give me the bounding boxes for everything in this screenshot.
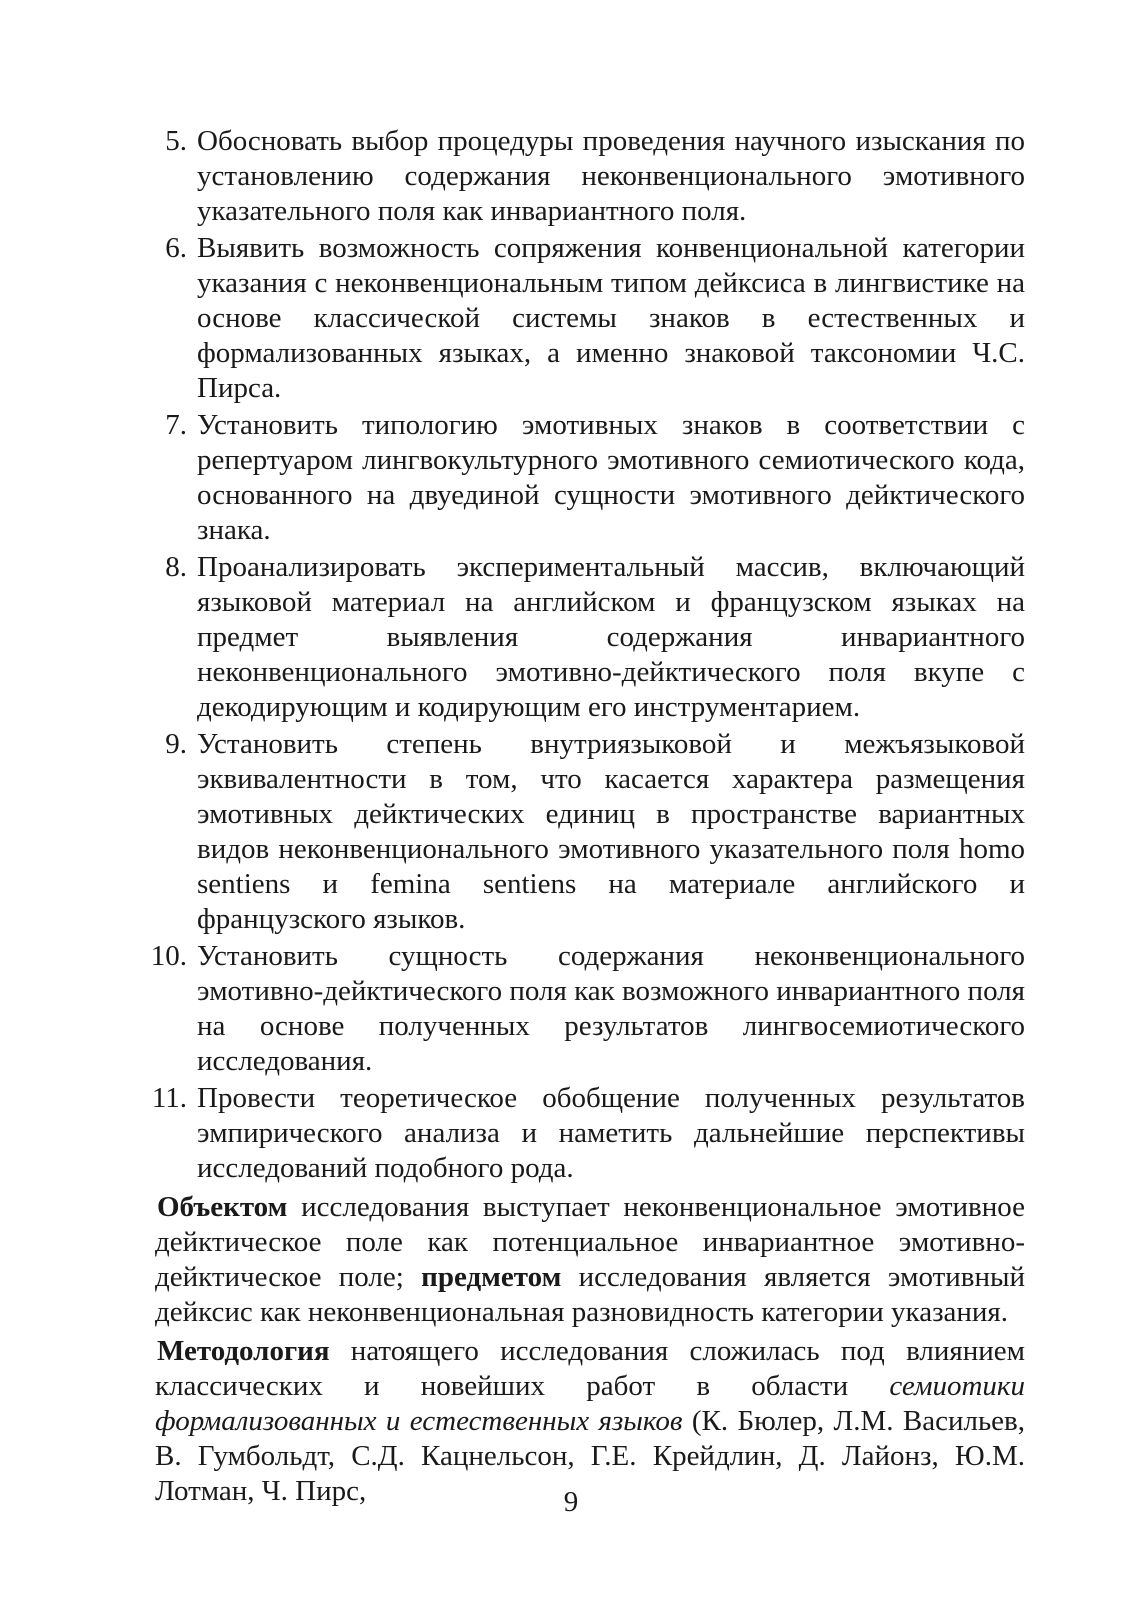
methodology-text: натоящего исследования сложилась под влиянием классических и новейших работ в области — [155, 1335, 1025, 1402]
task-item — [151, 1081, 1025, 1186]
subject-term: предметом — [421, 1261, 562, 1293]
task-number: 10. — [150, 940, 187, 972]
page-content — [150, 124, 1025, 1509]
task-text: Обосновать выбор процедуры проведения научного изыскания по установлению содержания неконвенционального эмотивного указательного поля как инвариантного поля. — [197, 125, 1025, 227]
task-item — [150, 939, 1025, 1079]
task-item — [155, 727, 1025, 937]
task-text: Установить степень внутриязыковой и межъязыковой эквивалентности в том, что касается характера размещения эмотивных дейктических единиц в пространстве вариантных видов неконвенционального эмотивного указательного поля homo sentiens и femina sentiens на материале английского и французского языков. — [197, 728, 1025, 935]
task-text: Установить сущность содержания неконвенционального эмотивно-дейктического поля как возможного инвариантного поля на основе полученных результатов лингвосемиотического исследования. — [197, 940, 1025, 1077]
task-number: 6. — [165, 232, 187, 264]
task-number: 8. — [165, 551, 187, 583]
task-item — [155, 124, 1025, 229]
methodology-paragraph — [155, 1334, 1025, 1509]
methodology-term: Методология — [157, 1335, 330, 1367]
task-number: 11. — [151, 1082, 187, 1114]
task-text: Выявить возможность сопряжения конвенциональной категории указания с неконвенциональным типом дейксиса в лингвистике на основе классической системы знаков в естественных и формализованных языках, а именно знаковой таксономии Ч.С. Пирса. — [197, 232, 1025, 404]
object-text: исследования выступает неконвенциональное эмотивное дейктическое поле как потенциальное инвариантное эмотивно-дейктическое поле; — [155, 1191, 1025, 1293]
task-text: Установить типологию эмотивных знаков в соответствии с репертуаром лингвокультурного эмотивного семиотического кода, основанного на двуединой сущности эмотивного дейктического знака. — [197, 409, 1025, 546]
task-text: Проанализировать экспериментальный массив, включающий языковой материал на английском и французском языках на предмет выявления содержания инвариантного неконвенционального эмотивно-дейктического поля вкупе с декодирующим и кодирующим его инструментарием. — [197, 551, 1025, 723]
task-number: 7. — [165, 409, 187, 441]
task-item — [155, 231, 1025, 406]
subject-text: исследования является эмотивный дейксис как неконвенциональная разновидность категории указания. — [155, 1261, 1025, 1328]
task-item — [155, 408, 1025, 548]
object-paragraph — [155, 1190, 1025, 1330]
task-number: 9. — [165, 728, 187, 760]
object-term: Объектом — [157, 1191, 288, 1223]
page-number: 9 — [563, 1486, 579, 1518]
methodology-italic: семиотики формализованных и естественных языков — [155, 1370, 1025, 1437]
task-item — [155, 550, 1025, 725]
task-number: 5. — [165, 125, 187, 157]
task-list — [150, 124, 1025, 1186]
task-text: Провести теоретическое обобщение полученных результатов эмпирического анализа и наметить дальнейшие перспективы исследований подобного рода. — [197, 1082, 1025, 1184]
methodology-text-2: (К. Бюлер, Л.М. Васильев, В. Гумбольдт, С.Д. Кацнельсон, Г.Е. Крейдлин, Д. Лайонз, Ю.М. Лотман, Ч. Пирс, — [155, 1405, 1025, 1507]
